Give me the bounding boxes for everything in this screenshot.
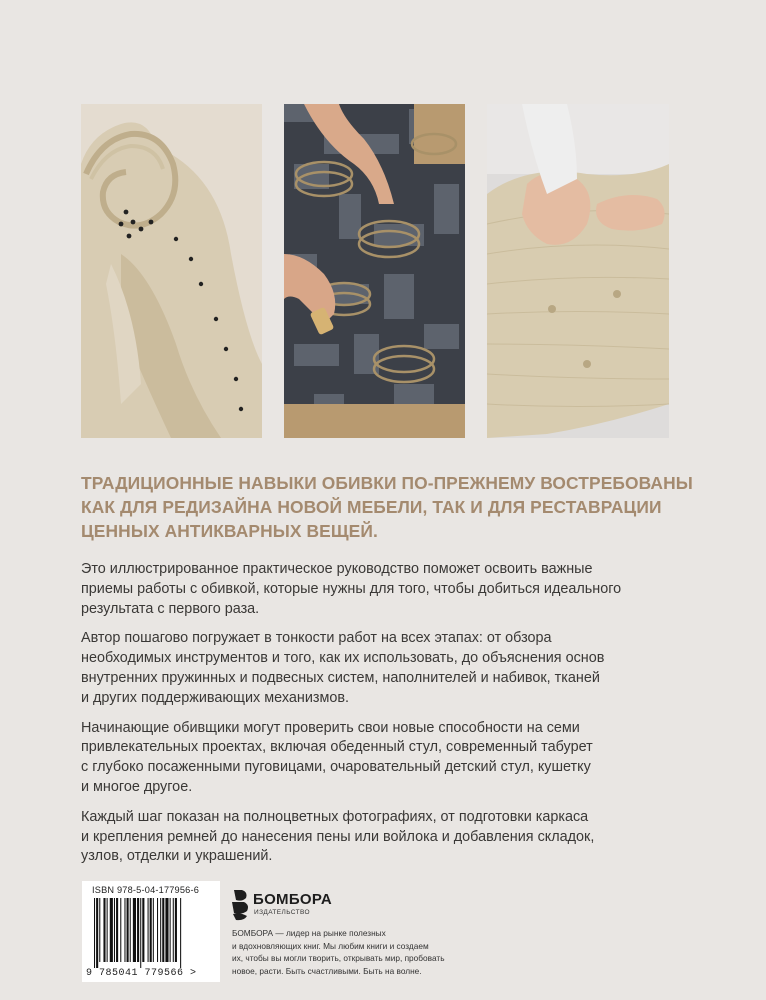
paragraph: [81, 719, 701, 798]
text-line: приемы работы с обивкой, которые нужны для того, чтобы добиться идеального: [81, 580, 622, 597]
text-line: результата с первого раза.: [81, 600, 260, 617]
photo-springs-base: [284, 104, 465, 438]
text-line: Каждый шаг показан на полноцветных фотографиях, от подготовки каркаса: [81, 808, 589, 825]
barcode-icon: [92, 898, 212, 968]
text-line: привлекательных проектах, включая обеденный стул, современный табурет: [81, 739, 593, 756]
paragraph: [81, 629, 701, 708]
text-line: и вдохновляющих книг. Мы любим книги и создаем: [232, 940, 429, 951]
headline-line: ТРАДИЦИОННЫЕ НАВЫКИ ОБИВКИ ПО-ПРЕЖНЕМУ ВОСТРЕБОВАНЫ: [81, 473, 693, 493]
barcode-number: 9 785041 779566 >: [86, 968, 197, 979]
text-line: с глубоко посаженными пуговицами, очаровательный детский стул, кушетку: [81, 759, 591, 776]
paragraph: [81, 560, 701, 619]
text-line: БОМБОРА — лидер на рынке полезных: [232, 928, 386, 938]
publisher-description: [232, 927, 452, 977]
barcode-box: [82, 881, 220, 982]
headline-line: ЦЕННЫХ АНТИКВАРНЫХ ВЕЩЕЙ.: [81, 521, 378, 541]
photo-upholstered-armrest: [81, 104, 262, 438]
publisher-name: БОМБОРА: [253, 891, 333, 908]
headline-line: КАК ДЛЯ РЕДИЗАЙНА НОВОЙ МЕБЕЛИ, ТАК И ДЛЯ РЕСТАВРАЦИИ: [81, 497, 662, 517]
publisher-subtitle: ИЗДАТЕЛЬСТВО: [254, 909, 310, 916]
text-line: новое, расти. Быть счастливыми. Быть на волне.: [232, 965, 422, 976]
text-line: Это иллюстрированное практическое руководство поможет освоить важные: [81, 561, 593, 577]
text-line: и многое другое.: [81, 778, 193, 795]
text-line: и других поддерживающих механизмов.: [81, 689, 349, 706]
text-line: узлов, отделки и украшений.: [81, 848, 273, 865]
paragraph: [81, 808, 701, 867]
bombora-wave-icon: [232, 888, 250, 922]
text-line: и крепления ремней до нанесения пены или войлока и добавления складок,: [81, 828, 595, 845]
text-line: необходимых инструментов и того, как их использовать, до объяснения основ: [81, 650, 605, 667]
text-line: их, чтобы вы могли творить, открывать мир, пробовать: [232, 953, 445, 963]
isbn-label: ISBN 978-5-04-177956-6: [92, 885, 200, 895]
text-line: внутренних пружинных и подвесных систем, наполнителей и набивок, тканей: [81, 669, 600, 686]
headline: [81, 471, 701, 543]
text-line: Начинающие обивщики могут проверить свои новые способности на семи: [81, 719, 580, 736]
description: [81, 560, 701, 877]
text-line: Автор пошагово погружает в тонкости работ на всех этапах: от обзора: [81, 630, 552, 647]
photo-tufted-cushion: [487, 104, 669, 438]
